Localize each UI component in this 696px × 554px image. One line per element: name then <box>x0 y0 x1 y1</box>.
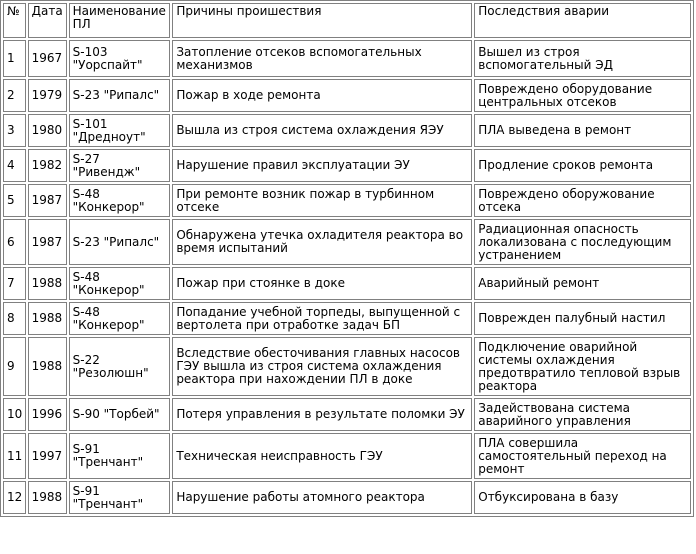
cell-date: 1980 <box>28 114 67 147</box>
cell-consequence: Отбуксирована в базу <box>474 481 691 514</box>
cell-num: 10 <box>3 398 26 431</box>
cell-cause: Вышла из строя система охлаждения ЯЭУ <box>172 114 472 147</box>
cell-date: 1967 <box>28 40 67 77</box>
cell-submarine: S-91 "Тренчант" <box>69 433 171 479</box>
table-row <box>3 219 691 265</box>
cell-consequence: Повреждено оборужование отсека <box>474 184 691 217</box>
cell-cause: Вследствие обесточивания главных насосов ГЭУ вышла из строя система охлаждения реактора при нахождении ПЛ в доке <box>172 337 472 396</box>
header-consequence: Последствия аварии <box>474 3 691 38</box>
cell-consequence: Повреждено оборудование центральных отсеков <box>474 79 691 112</box>
cell-consequence: Вышел из строя вспомогательный ЭД <box>474 40 691 77</box>
cell-date: 1988 <box>28 267 67 300</box>
header-num: № <box>3 3 26 38</box>
table-row <box>3 481 691 514</box>
table-row <box>3 337 691 396</box>
cell-consequence: Подключение оварийной системы охлаждения предотвратило тепловой взрыв реактора <box>474 337 691 396</box>
table-row <box>3 114 691 147</box>
table-row <box>3 79 691 112</box>
cell-submarine: S-22 "Резолюшн" <box>69 337 171 396</box>
cell-date: 1988 <box>28 337 67 396</box>
cell-submarine: S-23 "Рипалс" <box>69 79 171 112</box>
header-date: Дата <box>28 3 67 38</box>
table-row <box>3 398 691 431</box>
cell-submarine: S-91 "Тренчант" <box>69 481 171 514</box>
cell-cause: Обнаружена утечка охладителя реактора во время испытаний <box>172 219 472 265</box>
table-row <box>3 433 691 479</box>
cell-cause: Техническая неисправность ГЭУ <box>172 433 472 479</box>
cell-cause: Нарушение правил эксплуатации ЭУ <box>172 149 472 182</box>
table-row <box>3 184 691 217</box>
cell-date: 1997 <box>28 433 67 479</box>
cell-submarine: S-27 "Ривендж" <box>69 149 171 182</box>
cell-consequence: Продление сроков ремонта <box>474 149 691 182</box>
cell-cause: При ремонте возник пожар в турбинном отсеке <box>172 184 472 217</box>
cell-submarine: S-23 "Рипалс" <box>69 219 171 265</box>
cell-num: 2 <box>3 79 26 112</box>
table-row <box>3 302 691 335</box>
cell-consequence: Аварийный ремонт <box>474 267 691 300</box>
cell-consequence: ПЛА выведена в ремонт <box>474 114 691 147</box>
cell-cause: Затопление отсеков вспомогательных механизмов <box>172 40 472 77</box>
header-submarine: Наименование ПЛ <box>69 3 171 38</box>
cell-date: 1988 <box>28 481 67 514</box>
cell-num: 12 <box>3 481 26 514</box>
cell-date: 1988 <box>28 302 67 335</box>
cell-date: 1987 <box>28 184 67 217</box>
cell-submarine: S-48 "Конкерор" <box>69 267 171 300</box>
table-row <box>3 267 691 300</box>
cell-consequence: ПЛА совершила самостоятельный переход на ремонт <box>474 433 691 479</box>
cell-submarine: S-103 "Уорспайт" <box>69 40 171 77</box>
cell-num: 5 <box>3 184 26 217</box>
cell-cause: Нарушение работы атомного реактора <box>172 481 472 514</box>
cell-num: 6 <box>3 219 26 265</box>
cell-cause: Пожар при стоянке в доке <box>172 267 472 300</box>
header-row <box>3 3 691 38</box>
cell-submarine: S-48 "Конкерор" <box>69 184 171 217</box>
table-row <box>3 40 691 77</box>
cell-submarine: S-90 "Торбей" <box>69 398 171 431</box>
cell-num: 8 <box>3 302 26 335</box>
cell-consequence: Радиационная опасность локализована с последующим устранением <box>474 219 691 265</box>
cell-cause: Пожар в ходе ремонта <box>172 79 472 112</box>
header-cause: Причины проишествия <box>172 3 472 38</box>
cell-date: 1979 <box>28 79 67 112</box>
cell-date: 1982 <box>28 149 67 182</box>
cell-submarine: S-101 "Дредноут" <box>69 114 171 147</box>
cell-num: 9 <box>3 337 26 396</box>
cell-num: 11 <box>3 433 26 479</box>
cell-date: 1987 <box>28 219 67 265</box>
cell-num: 7 <box>3 267 26 300</box>
cell-date: 1996 <box>28 398 67 431</box>
cell-consequence: Задействована система аварийного управления <box>474 398 691 431</box>
cell-num: 4 <box>3 149 26 182</box>
cell-num: 1 <box>3 40 26 77</box>
table-row <box>3 149 691 182</box>
cell-consequence: Поврежден палубный настил <box>474 302 691 335</box>
cell-cause: Попадание учебной торпеды, выпущенной с вертолета при отработке задач БП <box>172 302 472 335</box>
cell-cause: Потеря управления в результате поломки ЭУ <box>172 398 472 431</box>
cell-submarine: S-48 "Конкерор" <box>69 302 171 335</box>
cell-num: 3 <box>3 114 26 147</box>
